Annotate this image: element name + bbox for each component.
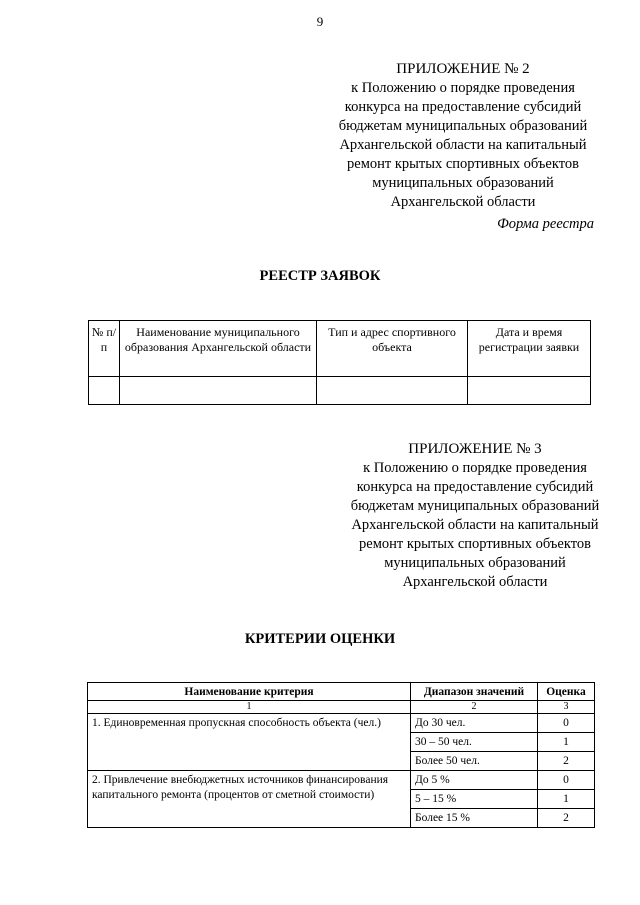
criteria-header-cell: Оценка (538, 683, 595, 701)
criterion-score: 1 (538, 790, 595, 809)
criterion-score: 0 (538, 771, 595, 790)
criterion-score: 2 (538, 752, 595, 771)
criterion-name: 1. Единовременная пропускная способность объекта (чел.) (88, 714, 411, 771)
appendix-3-line: Архангельской области (402, 574, 548, 590)
appendix-3-heading: ПРИЛОЖЕНИЕ № 3 (408, 441, 542, 457)
criterion-score: 0 (538, 714, 595, 733)
registry-table (88, 320, 591, 405)
criteria-header-cell: Диапазон значений (411, 683, 538, 701)
criterion-range: До 5 % (411, 771, 538, 790)
criterion-range: 5 – 15 % (411, 790, 538, 809)
registry-cell (89, 377, 120, 405)
column-number: 1 (88, 701, 411, 714)
criterion-score: 1 (538, 733, 595, 752)
column-number: 2 (411, 701, 538, 714)
appendix-2-heading: ПРИЛОЖЕНИЕ № 2 (396, 61, 530, 77)
criterion-range: Более 50 чел. (411, 752, 538, 771)
criteria-table (87, 682, 595, 828)
criteria-header-row (88, 683, 595, 701)
appendix-2-line: ремонт крытых спортивных объектов (347, 156, 579, 172)
appendix-2-line: конкурса на предоставление субсидий (344, 99, 582, 115)
appendix-3-line: ремонт крытых спортивных объектов (359, 536, 591, 552)
appendix-2-line: к Положению о порядке проведения (351, 80, 575, 96)
appendix-3-line: Архангельской области на капитальный (351, 517, 599, 533)
criteria-row (88, 714, 595, 733)
criterion-range: 30 – 50 чел. (411, 733, 538, 752)
criteria-header-cell: Наименование критерия (88, 683, 411, 701)
registry-header-cell: Дата и время регистрации заявки (468, 321, 591, 377)
registry-cell (468, 377, 591, 405)
form-label: Форма реестра (497, 216, 594, 232)
registry-title: РЕЕСТР ЗАЯВОК (259, 268, 381, 284)
criteria-title: КРИТЕРИИ ОЦЕНКИ (244, 631, 396, 647)
appendix-2-line: Архангельской области (390, 194, 536, 210)
criteria-row (88, 771, 595, 790)
registry-cell (317, 377, 468, 405)
registry-empty-row (89, 377, 591, 405)
appendix-3-line: к Положению о порядке проведения (363, 460, 587, 476)
criterion-range: До 30 чел. (411, 714, 538, 733)
appendix-2-line: Архангельской области на капитальный (339, 137, 587, 153)
page-number: 9 (316, 14, 324, 29)
appendix-2-line: бюджетам муниципальных образований (338, 118, 588, 134)
appendix-2-line: муниципальных образований (372, 175, 554, 191)
column-number: 3 (538, 701, 595, 714)
registry-header-cell: № п/п (89, 321, 120, 377)
registry-cell (120, 377, 317, 405)
appendix-3-header (330, 440, 620, 592)
appendix-3-line: конкурса на предоставление субсидий (356, 479, 594, 495)
appendix-3-line: муниципальных образований (384, 555, 566, 571)
criterion-range: Более 15 % (411, 809, 538, 828)
criterion-score: 2 (538, 809, 595, 828)
appendix-2-header (318, 60, 608, 212)
criteria-column-numbers-row (88, 701, 595, 714)
registry-header-cell: Тип и адрес спортивного объекта (317, 321, 468, 377)
registry-header-row (89, 321, 591, 377)
appendix-3-line: бюджетам муниципальных образований (350, 498, 600, 514)
criterion-name: 2. Привлечение внебюджетных источников финансирования капитального ремонта (процентов от сметной стоимости) (88, 771, 411, 828)
registry-header-cell: Наименование муниципального образования Архангельской области (120, 321, 317, 377)
